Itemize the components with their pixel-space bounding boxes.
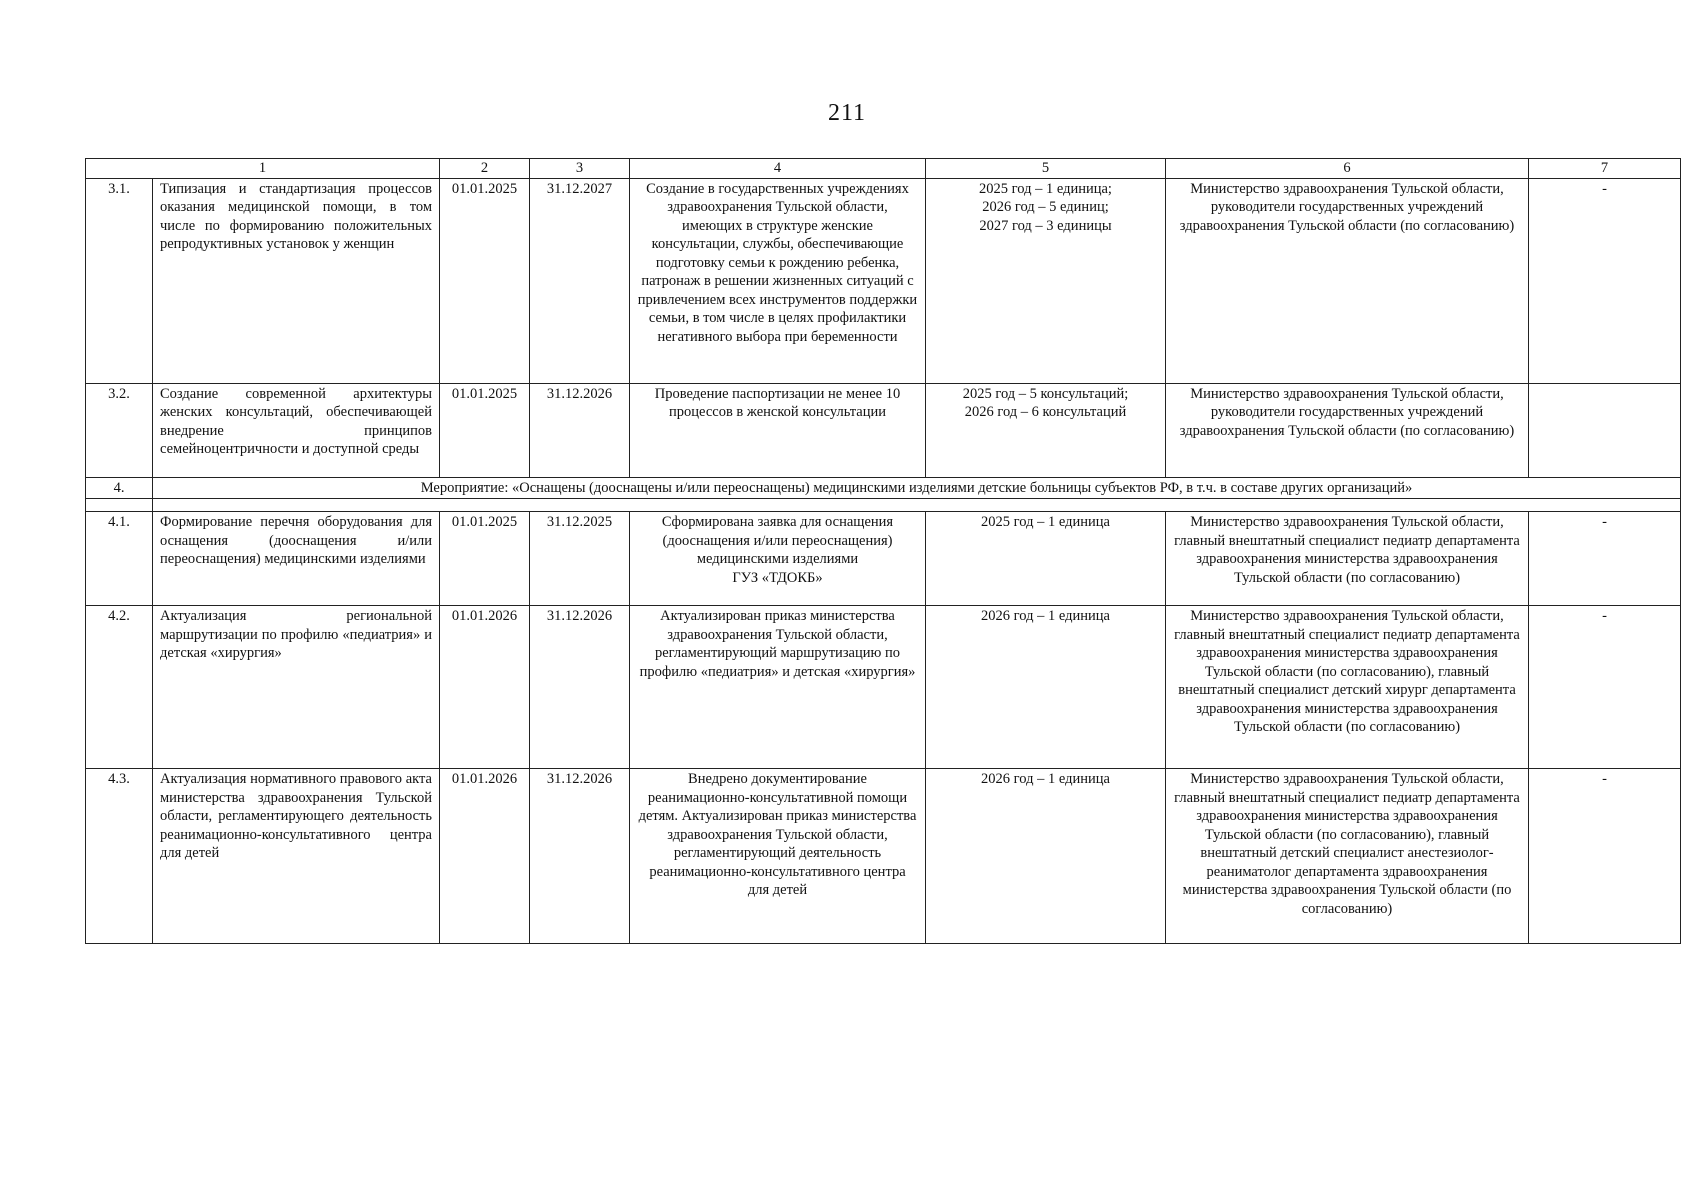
table-row — [86, 769, 1681, 944]
start-date: 01.01.2026 — [440, 769, 530, 944]
header-col-4: 4 — [630, 159, 926, 179]
end-date: 31.12.2026 — [530, 769, 630, 944]
indicator-value: 2025 год – 1 единица — [926, 512, 1166, 606]
event-section-4 — [86, 477, 1681, 512]
header-col-6: 6 — [1166, 159, 1529, 179]
indicator-value: 2025 год – 5 консультаций; 2026 год – 6 консультаций — [926, 383, 1166, 477]
expected-result: Проведение паспортизации не менее 10 процессов в женской консультации — [630, 383, 926, 477]
event-row — [86, 477, 1681, 499]
end-date: 31.12.2025 — [530, 512, 630, 606]
header-col-3: 3 — [530, 159, 630, 179]
activity-name: Актуализация нормативного правового акта министерства здравоохранения Тульской области, регламентирующего деятельность реанимационно-консультативного центра для детей — [153, 769, 440, 944]
indicator-value: 2025 год – 1 единица; 2026 год – 5 единиц; 2027 год – 3 единицы — [926, 178, 1166, 383]
table-row — [86, 606, 1681, 769]
row-number: 3.1. — [86, 178, 153, 383]
note-cell: - — [1529, 769, 1681, 944]
event-number: 4. — [86, 477, 153, 499]
responsible-executor: Министерство здравоохранения Тульской области, руководители государственных учреждений здравоохранения Тульской области (по согласованию) — [1166, 383, 1529, 477]
expected-result: Внедрено документирование реанимационно-консультативной помощи детям. Актуализирован приказ министерства здравоохранения Тульской области, регламентирующий деятельность реанимационно-консультативного центра для детей — [630, 769, 926, 944]
spacer-cell — [153, 499, 1681, 512]
table-row — [86, 178, 1681, 383]
end-date: 31.12.2026 — [530, 606, 630, 769]
header-row — [86, 159, 1681, 179]
start-date: 01.01.2025 — [440, 178, 530, 383]
row-number: 3.2. — [86, 383, 153, 477]
event-title: Мероприятие: «Оснащены (дооснащены и/или переоснащены) медицинскими изделиями детские больницы субъектов РФ, в т.ч. в составе других организаций» — [153, 477, 1681, 499]
responsible-executor: Министерство здравоохранения Тульской области, руководители государственных учреждений здравоохранения Тульской области (по согласованию) — [1166, 178, 1529, 383]
spacer-row — [86, 499, 1681, 512]
indicator-value: 2026 год – 1 единица — [926, 769, 1166, 944]
note-cell: - — [1529, 606, 1681, 769]
rows-section-3 — [86, 178, 1681, 477]
start-date: 01.01.2025 — [440, 383, 530, 477]
note-cell: - — [1529, 178, 1681, 383]
start-date: 01.01.2026 — [440, 606, 530, 769]
responsible-executor: Министерство здравоохранения Тульской области, главный внештатный специалист педиатр департамента здравоохранения министерства здравоохранения Тульской области (по согласованию), главный внештатный детский специалист анестезиолог-реаниматолог департамента здравоохранения министерства здравоохранения Тульской области (по согласованию) — [1166, 769, 1529, 944]
table-row — [86, 383, 1681, 477]
note-cell — [1529, 383, 1681, 477]
page-number: 211 — [827, 100, 867, 126]
expected-result: Актуализирован приказ министерства здравоохранения Тульской области, регламентирующий маршрутизацию по профилю «педиатрия» и детская «хирургия» — [630, 606, 926, 769]
header-col-5: 5 — [926, 159, 1166, 179]
responsible-executor: Министерство здравоохранения Тульской области, главный внештатный специалист педиатр департамента здравоохранения министерства здравоохранения Тульской области (по согласованию) — [1166, 512, 1529, 606]
header-col-7: 7 — [1529, 159, 1681, 179]
indicator-value: 2026 год – 1 единица — [926, 606, 1166, 769]
expected-result: Сформирована заявка для оснащения (дооснащения и/или переоснащения) медицинскими изделиями ГУЗ «ТДОКБ» — [630, 512, 926, 606]
action-plan-table — [85, 158, 1681, 944]
activity-name: Создание современной архитектуры женских консультаций, обеспечивающей внедрение принципов семейноцентричности и доступной среды — [153, 383, 440, 477]
row-number: 4.2. — [86, 606, 153, 769]
end-date: 31.12.2026 — [530, 383, 630, 477]
end-date: 31.12.2027 — [530, 178, 630, 383]
table-row — [86, 512, 1681, 606]
row-number: 4.1. — [86, 512, 153, 606]
header-col-1: 1 — [86, 159, 440, 179]
start-date: 01.01.2025 — [440, 512, 530, 606]
rows-section-4 — [86, 512, 1681, 944]
responsible-executor: Министерство здравоохранения Тульской области, главный внештатный специалист педиатр департамента здравоохранения министерства здравоохранения Тульской области (по согласованию), главный внештатный специалист детский хирург департамента здравоохранения министерства здравоохранения Тульской области (по согласованию) — [1166, 606, 1529, 769]
activity-name: Формирование перечня оборудования для оснащения (дооснащения и/или переоснащения) медицинскими изделиями — [153, 512, 440, 606]
row-number: 4.3. — [86, 769, 153, 944]
header-col-2: 2 — [440, 159, 530, 179]
expected-result: Создание в государственных учреждениях здравоохранения Тульской области, имеющих в структуре женские консультации, службы, обеспечивающие подготовку семьи к рождению ребенка, патронаж в решении жизненных ситуаций с привлечением всех инструментов поддержки семьи, в том числе в целях профилактики негативного выбора при беременности — [630, 178, 926, 383]
activity-name: Типизация и стандартизация процессов оказания медицинской помощи, в том числе по формированию положительных репродуктивных установок у женщин — [153, 178, 440, 383]
activity-name: Актуализация региональной маршрутизации по профилю «педиатрия» и детская «хирургия» — [153, 606, 440, 769]
spacer-cell — [86, 499, 153, 512]
note-cell: - — [1529, 512, 1681, 606]
